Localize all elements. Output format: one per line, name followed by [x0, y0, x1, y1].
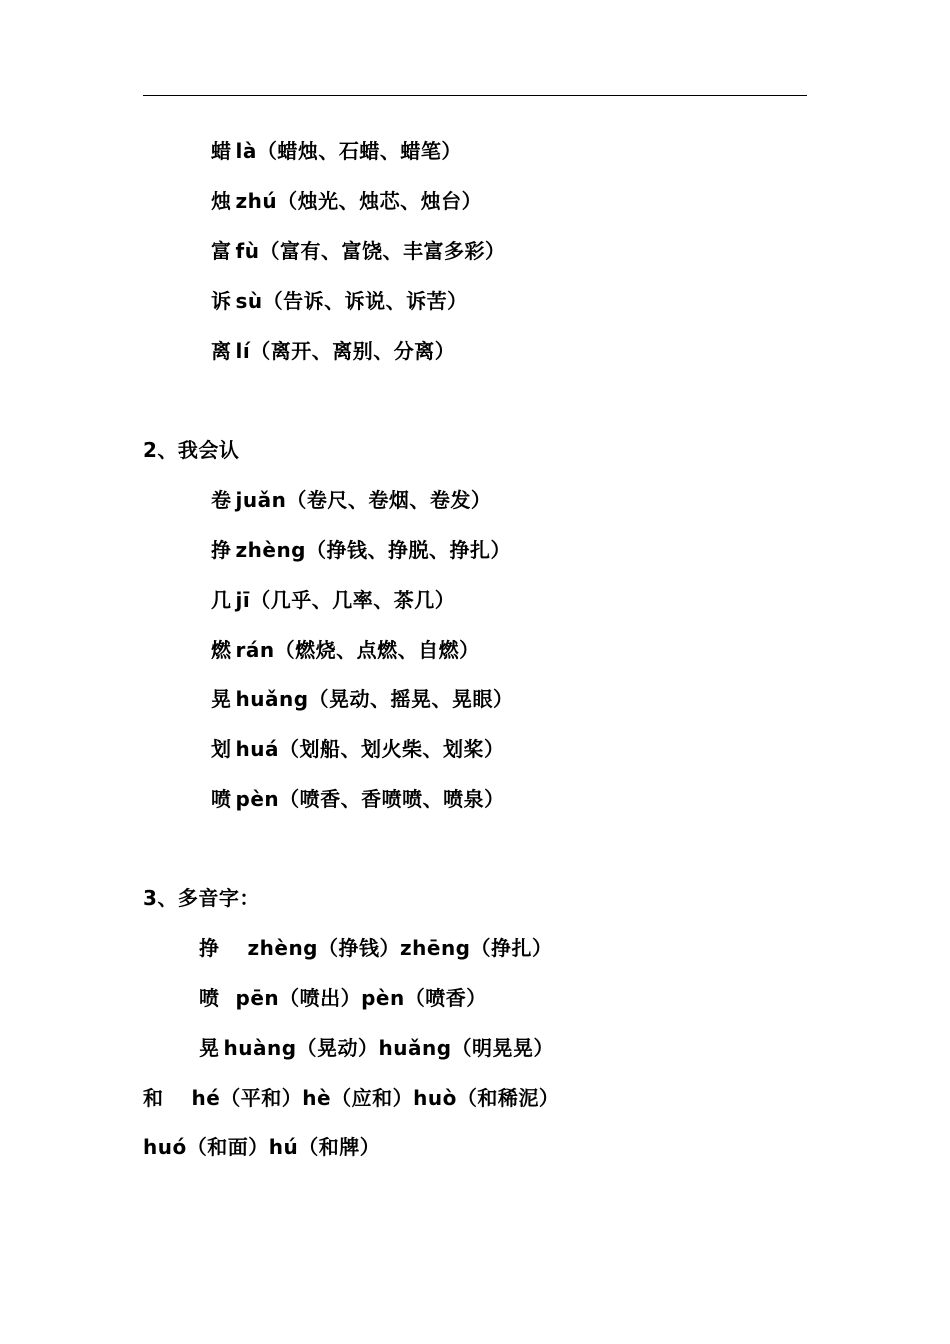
polyphone-char: 喷 [199, 986, 220, 1010]
entry-words: （富有、富饶、丰富多彩） [259, 239, 506, 263]
entry-pinyin: fù [235, 239, 260, 263]
entry-char: 烛 [211, 189, 232, 213]
polyphone-readings: zhèng（挣钱）zhēng（挣扎） [247, 936, 553, 960]
entry-huang [211, 687, 514, 711]
entry-char: 喷 [211, 787, 232, 811]
entry-words: （燃烧、点燃、自燃） [274, 638, 480, 662]
polyphone-char: 挣 [199, 936, 220, 960]
polyphone-pen [199, 986, 487, 1010]
polyphone-readings: hé（平和）hè（应和）huò（和稀泥） [191, 1086, 560, 1110]
polyphone-huang [199, 1036, 554, 1060]
entry-char: 卷 [211, 488, 232, 512]
entry-char: 蜡 [211, 139, 232, 163]
polyphone-char: 和 [143, 1086, 164, 1110]
section-heading-polyphone: 3、多音字： [143, 886, 260, 910]
entry-words: （挣钱、挣脱、挣扎） [306, 538, 511, 562]
entry-words: （蜡烛、石蜡、蜡笔） [256, 139, 462, 163]
entry-pinyin: huǎng [235, 687, 309, 711]
entry-pinyin: zhú [235, 189, 278, 213]
entry-words: （划船、划火柴、划桨） [278, 737, 505, 761]
entry-ji [211, 588, 455, 612]
entry-char: 晃 [211, 687, 232, 711]
entry-pinyin: zhèng [235, 538, 306, 562]
polyphone-he-continuation: huó（和面）hú（和牌） [143, 1135, 381, 1159]
entry-pen [211, 787, 505, 811]
entry-ran [211, 638, 480, 662]
entry-pinyin: juǎn [235, 488, 287, 512]
entry-words: （晃动、摇晃、晃眼） [308, 687, 514, 711]
entry-zhu [211, 189, 482, 213]
entry-hua [211, 737, 504, 761]
entry-char: 燃 [211, 638, 232, 662]
entry-words: （几乎、几率、茶几） [250, 588, 456, 612]
entry-pinyin: là [235, 139, 257, 163]
entry-la [211, 139, 462, 163]
entry-fu [211, 239, 505, 263]
entry-pinyin: jī [235, 588, 251, 612]
polyphone-he [143, 1086, 559, 1110]
entry-words: （告诉、诉说、诉苦） [262, 289, 468, 313]
entry-pinyin: sù [235, 289, 263, 313]
polyphone-zheng [199, 936, 553, 960]
entry-words: （喷香、香喷喷、喷泉） [279, 787, 505, 811]
entry-char: 挣 [211, 538, 232, 562]
entry-char: 划 [211, 737, 232, 761]
entry-su [211, 289, 468, 313]
entry-pinyin: huá [235, 737, 279, 761]
entry-words: （离开、离别、分离） [250, 339, 456, 363]
entry-pinyin: rán [235, 638, 275, 662]
entry-char: 诉 [211, 289, 232, 313]
polyphone-readings: huàng（晃动）huǎng（明晃晃） [223, 1036, 555, 1060]
entry-pinyin: pèn [235, 787, 280, 811]
polyphone-readings: pēn（喷出）pèn（喷香） [235, 986, 487, 1010]
section-heading-recognize: 2、我会认 [143, 438, 240, 462]
entry-char: 离 [211, 339, 232, 363]
entry-char: 几 [211, 588, 232, 612]
entry-zheng [211, 538, 511, 562]
entry-juan [211, 488, 491, 512]
entry-words: （烛光、烛芯、烛台） [277, 189, 483, 213]
entry-words: （卷尺、卷烟、卷发） [286, 488, 492, 512]
entry-char: 富 [211, 239, 232, 263]
entry-pinyin: lí [235, 339, 251, 363]
polyphone-char: 晃 [199, 1036, 220, 1060]
entry-li [211, 339, 455, 363]
header-rule [143, 95, 807, 96]
